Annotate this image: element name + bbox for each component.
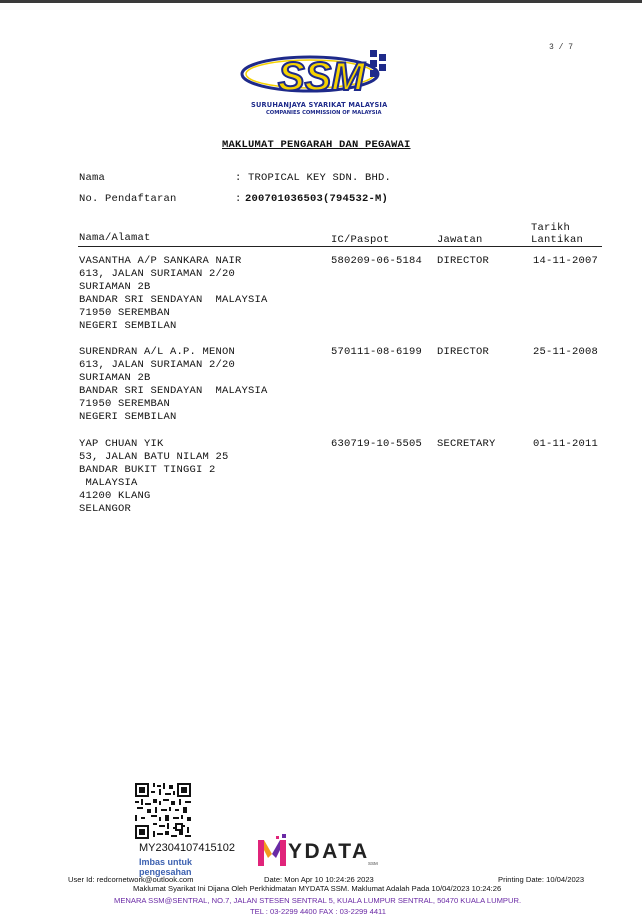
officer-position: SECRETARY xyxy=(437,438,496,450)
officer-position: DIRECTOR xyxy=(437,346,490,358)
header-divider xyxy=(78,246,602,247)
logo-subtitle-malay: SURUHANJAYA SYARIKAT MALAYSIA xyxy=(251,101,388,109)
officer-appointment-date: 14-11-2007 xyxy=(533,255,599,267)
officer-address-line: SURIAMAN 2B xyxy=(79,281,151,293)
header-name-address: Nama/Alamat xyxy=(79,232,151,244)
footer-date: Date: Mon Apr 10 10:24:26 2023 xyxy=(264,875,374,884)
header-position: Jawatan xyxy=(437,234,483,246)
officer-address-line: BANDAR SRI SENDAYAN MALAYSIA xyxy=(79,385,268,397)
footer-statement: Maklumat Syarikat Ini Dijana Oleh Perkhidmatan MYDATA SSM. Maklumat Adalah Pada 10/04/2023 10:24:26 xyxy=(133,884,502,893)
page-number: 3 / 7 xyxy=(549,43,574,52)
officer-ic: 630719-10-5505 xyxy=(331,438,423,450)
officer-name: VASANTHA A/P SANKARA NAIR xyxy=(79,255,242,267)
officer-address-line: SURIAMAN 2B xyxy=(79,372,151,384)
verification-qr-code[interactable] xyxy=(135,783,191,839)
footer-user-id: User Id: redcornetwork@outlook.com xyxy=(68,875,194,884)
verification-code: MY2304107415102 xyxy=(139,842,236,854)
officer-address-line: 53, JALAN BATU NILAM 25 xyxy=(79,451,229,463)
scan-label-line1: Imbas untuk xyxy=(139,857,193,867)
officer-name: YAP CHUAN YIK xyxy=(79,438,164,450)
registration-colon: : xyxy=(235,193,242,205)
window-top-bar xyxy=(0,0,642,3)
officer-appointment-date: 01-11-2011 xyxy=(533,438,599,450)
logo-subtitle-english: COMPANIES COMMISSION OF MALAYSIA xyxy=(266,110,382,116)
officer-address-line: 71950 SEREMBAN xyxy=(79,307,171,319)
ssm-logo xyxy=(238,44,394,106)
officer-position: DIRECTOR xyxy=(437,255,490,267)
document-title: MAKLUMAT PENGARAH DAN PEGAWAI xyxy=(222,139,411,151)
header-date-line1: Tarikh xyxy=(531,222,571,234)
footer-address: MENARA SSM@SENTRAL, NO.7, JALAN STESEN SENTRAL 5, KUALA LUMPUR SENTRAL, 50470 KUALA LUMPUR. xyxy=(114,896,522,905)
officer-address-line: 71950 SEREMBAN xyxy=(79,398,171,410)
footer-printing-date: Printing Date: 10/04/2023 xyxy=(498,875,585,884)
officer-appointment-date: 25-11-2008 xyxy=(533,346,599,358)
company-name-label: Nama xyxy=(79,172,106,184)
officer-address-line: 613, JALAN SURIAMAN 2/20 xyxy=(79,359,236,371)
officer-address-line: SELANGOR xyxy=(79,503,132,515)
officer-address-line: BANDAR BUKIT TINGGI 2 xyxy=(79,464,216,476)
registration-label: No. Pendaftaran xyxy=(79,193,177,205)
svg-text:SSM: SSM xyxy=(278,55,365,99)
scan-label-line2: pengesahan xyxy=(139,867,192,877)
officer-address-line: NEGERI SEMBILAN xyxy=(79,320,177,332)
officer-address-line: MALAYSIA xyxy=(79,477,138,489)
registration-number: 200701036503(794532-M) xyxy=(245,193,389,205)
mydata-wordmark: YDATA xyxy=(288,840,370,863)
officer-ic: 580209-06-5184 xyxy=(331,255,423,267)
officer-address-line: NEGERI SEMBILAN xyxy=(79,411,177,423)
officer-address-line: BANDAR SRI SENDAYAN MALAYSIA xyxy=(79,294,268,306)
officer-address-line: 41200 KLANG xyxy=(79,490,151,502)
officer-name: SURENDRAN A/L A.P. MENON xyxy=(79,346,236,358)
company-name-value: : TROPICAL KEY SDN. BHD. xyxy=(235,172,392,184)
officer-ic: 570111-08-6199 xyxy=(331,346,423,358)
officer-address-line: 613, JALAN SURIAMAN 2/20 xyxy=(79,268,236,280)
mydata-ssm-label: SSM xyxy=(368,861,378,866)
header-date-line2: Lantikan xyxy=(531,234,584,246)
footer-telephone: TEL : 03-2299 4400 FAX : 03-2299 4411 xyxy=(250,907,386,916)
header-ic: IC/Paspot xyxy=(331,234,390,246)
